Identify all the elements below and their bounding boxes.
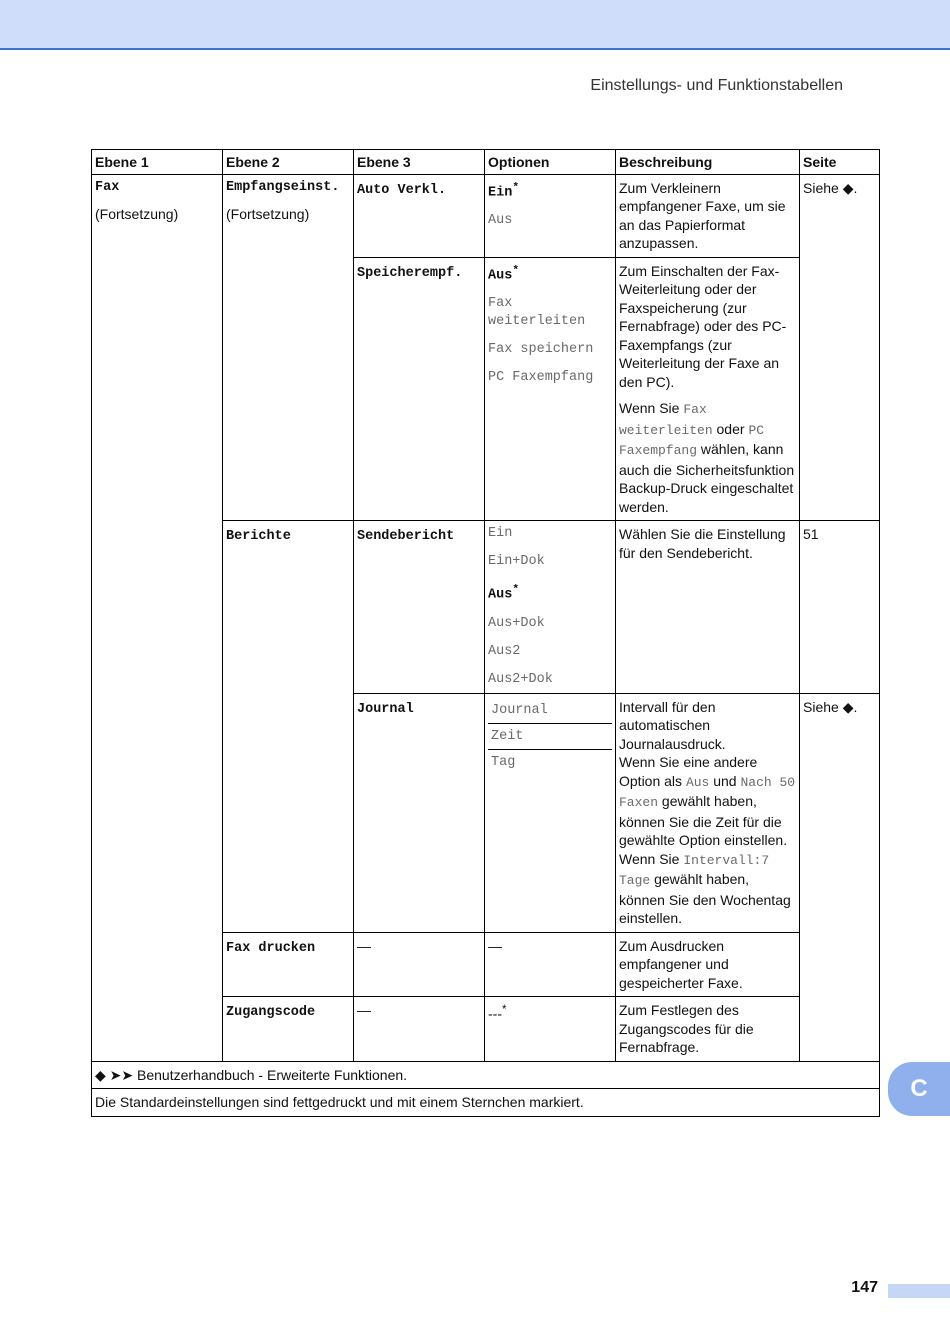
option-item: Aus* xyxy=(488,264,520,283)
level2-name: Fax drucken xyxy=(226,940,316,956)
level3-name: Sendebericht xyxy=(357,529,455,544)
option-item: Zeit xyxy=(488,724,612,750)
default-mark: * xyxy=(502,1003,507,1016)
level2-name: Empfangseinst. xyxy=(226,179,340,195)
option-item: Ein* xyxy=(488,181,520,200)
page-ref-cell: Siehe ◆. xyxy=(800,174,880,521)
level3-cell xyxy=(354,257,485,521)
column-header: Beschreibung xyxy=(616,150,800,175)
level1-name: Fax xyxy=(95,179,120,195)
level3-cell: — xyxy=(354,932,485,997)
option-item: Fax speichern xyxy=(488,342,594,357)
options-cell: — xyxy=(485,932,616,997)
option-item: Aus2+Dok xyxy=(488,671,553,687)
description-cell: Zum Festlegen des Zugangscodes für die Fernabfrage. xyxy=(616,997,800,1062)
level3-name: Speicherempf. xyxy=(357,265,463,281)
option-item: Ein+Dok xyxy=(488,554,545,569)
page-ref-cell: Siehe ◆. xyxy=(800,693,880,1061)
description-note: Wenn Sie eine andere Option als Aus und Nach 50 Faxen gewählt haben, können Sie die Zeit für die gewählte Option einstellen. xyxy=(619,754,796,848)
level2-cell xyxy=(223,997,354,1062)
level2-cell xyxy=(223,521,354,933)
level1-cell xyxy=(92,174,223,1061)
level1-cont: (Fortsetzung) xyxy=(95,206,179,222)
footnote-row xyxy=(92,1061,880,1089)
column-header: Ebene 1 xyxy=(92,150,223,175)
footnote-reference: ◆ ➤➤ Benutzerhandbuch - Erweiterte Funktionen. xyxy=(92,1061,880,1089)
description-note: Wenn Sie Intervall:7 Tage gewählt haben, können Sie den Wochentag einstellen. xyxy=(619,850,791,926)
page-band xyxy=(888,1284,950,1298)
option-item: Journal xyxy=(488,698,612,724)
column-header: Ebene 2 xyxy=(223,150,354,175)
description-cell: Wählen Sie die Einstellung für den Sendebericht. xyxy=(616,521,800,694)
column-header: Optionen xyxy=(485,150,616,175)
level3-cell xyxy=(354,174,485,257)
level3-cell xyxy=(354,521,485,694)
options-cell xyxy=(485,693,616,932)
level3-name: Journal xyxy=(357,701,414,717)
option-item: Aus+Dok xyxy=(488,615,545,631)
option-item: Fax weiterleiten xyxy=(488,296,586,329)
description-cell xyxy=(616,257,800,521)
column-header: Seite xyxy=(800,150,880,175)
default-mark: * xyxy=(512,181,520,194)
header-band xyxy=(0,0,950,50)
level2-name: Berichte xyxy=(226,529,291,544)
option-item: Ein xyxy=(488,526,513,541)
option-item: Aus xyxy=(488,213,513,228)
options-cell xyxy=(485,521,616,694)
footnote-row xyxy=(92,1089,880,1117)
level3-cell: — xyxy=(354,997,485,1062)
footnote-default: Die Standardeinstellungen sind fettgedruckt und mit einem Sternchen markiert. xyxy=(92,1089,880,1117)
level2-cell xyxy=(223,932,354,997)
page-ref-cell: 51 xyxy=(800,521,880,694)
table-row xyxy=(92,174,880,257)
options-cell: ---* xyxy=(485,997,616,1062)
option-item: Tag xyxy=(491,754,516,770)
level2-name: Zugangscode xyxy=(226,1005,316,1020)
description-cell: Zum Ausdrucken empfangener und gespeicherter Faxe. xyxy=(616,932,800,997)
option-item: Aus* xyxy=(488,584,520,603)
level2-cell xyxy=(223,174,354,521)
level3-name: Auto Verkl. xyxy=(357,182,447,198)
default-mark: * xyxy=(512,584,520,596)
chapter-tab: C xyxy=(888,1062,950,1116)
level2-cont: (Fortsetzung) xyxy=(226,206,310,222)
column-header: Ebene 3 xyxy=(354,150,485,175)
table-header-row xyxy=(92,150,880,175)
settings-table xyxy=(91,149,880,1117)
description-note: Wenn Sie Fax weiterleiten oder PC Faxempfang wählen, kann auch die Sicherheitsfunktion Backup-Druck eingeschaltet werden. xyxy=(619,400,795,515)
description-cell: Zum Verkleinern empfangener Faxe, um sie an das Papierformat anzupassen. xyxy=(616,174,800,257)
description-text: Zum Einschalten der Fax-Weiterleitung oder der Faxspeicherung (zur Fernabfrage) oder des PC-Faxempfangs (zur Weiterleitung der Faxe an den PC). xyxy=(619,262,787,390)
level3-cell xyxy=(354,693,485,932)
option-item: PC Faxempfang xyxy=(488,370,594,385)
option-item: Aus2 xyxy=(488,643,521,659)
default-mark: * xyxy=(512,264,520,277)
page-number: 147 xyxy=(851,1279,878,1296)
page-header-title: Einstellungs- und Funktionstabellen xyxy=(590,77,843,94)
description-text: Intervall für den automatischen Journalausdruck. xyxy=(619,698,726,752)
description-cell xyxy=(616,693,800,932)
options-cell xyxy=(485,174,616,257)
options-cell xyxy=(485,257,616,521)
